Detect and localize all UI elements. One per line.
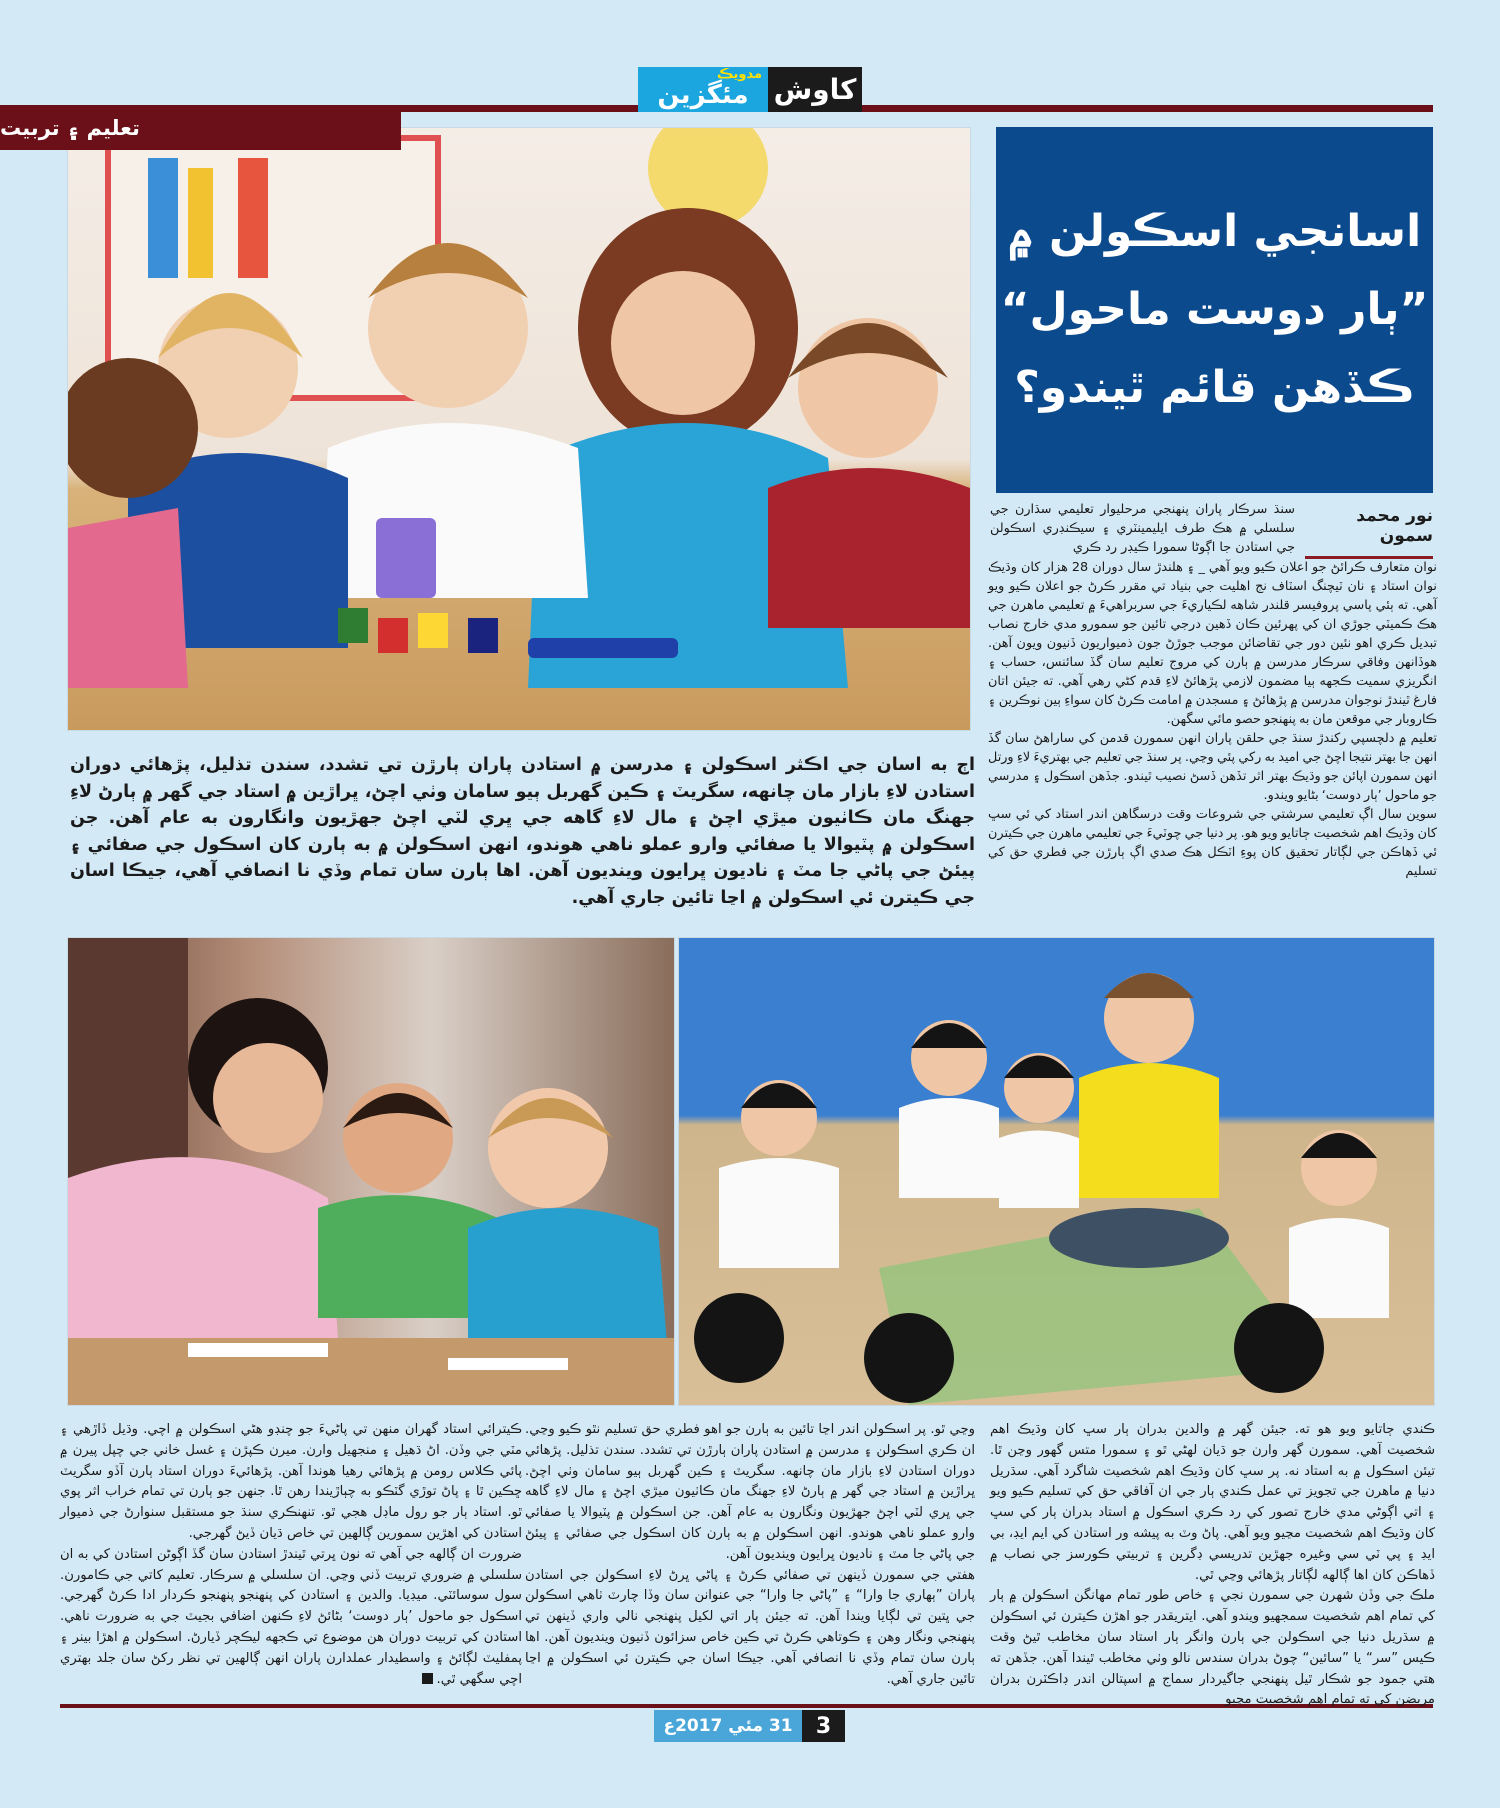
paragraph: وڃي ٿو. پر اسڪولن اندر اڃا تائين به ٻارن جو اهو فطري حق تسليم نٿو ڪيو وڃي. ان ڪري اسڪولن ۽ مدرسن ۾ استادن پاران ٻارڙن تي تشدد. سندن تذليل. پڙهائي دوران استادن لاءِ بازار مان چانهه. سگريٽ ۽ ڪين گهربل ٻيو سامان وٺي اچڻ. ڀراڙين ۾ استاد جي گهر ۾ ٻارڻ لاءِ جهنگ مان ڪاٺيون ميڙي اچڻ ۽ مال لاءِ گاهه جي ڀري لٽي اچڻ جهڙيون ونگارون به عام آهن. جن اسڪولن ۾ پٽيوالا يا صفائي وارو عملو ناهي هوندو. انهن اسڪولن ۾ به ٻارن کان اسڪول جي صفائي ۽ پيئڻ جي پاڻي جا مٽ ۽ ناديون ڀرايون وينديون آهن.	[525, 1422, 975, 1562]
article-intro: سنڌ سرڪار پاران پنهنجي مرحليوار تعليمي سڌارن جي سلسلي ۾ هڪ طرف ايليمينٽري ۽ سيڪنڊري اسڪولن جي استادن جا اڳوڻا سمورا ڪيڊر رد ڪري	[990, 502, 1295, 555]
paragraph: هفتي جي سمورن ڏينهن تي صفائي ڪرڻ ۽ پاڻي ڀرڻ لاءِ اسڪولن جي استادن پاران ”ٻهاري جا وارا“ ۽ ”پاڻي جا وارا“ جي عنوانن سان وڏا چارٽ ٺاهي اسڪولن جي ڀتين تي لڳايا ويندا آهن. ته جيئن ٻار اتي لکيل پنهنجي نالي واري ڏينهن تي پنهنجي ونگار وهن ۽ ڪوتاهي ڪرڻ تي ڪين خاص سزائون ڏنيون وينديون آهن. اها ٻارن سان تمام وڏي نا انصافي آهي. جيڪا اسان جي ڪيترن ئي اسڪولن ۾ اڃا تائين جاري آهي.	[525, 1567, 975, 1687]
photo-illustration	[68, 938, 674, 1405]
page-footer	[654, 1710, 845, 1742]
paragraph-text: ضرورت ان ڳالهه جي آهي ته نون ڀرتي ٿيندڙ استادن سان گڏ اڳوڻن استادن کي به ان سلسلي ۾ ضروري تربيت ڏني وڃي. ان سلسلي ۾ سرڪار. تعليم کاتي جي ڪامورن. سول سوسائٽي. ميڊيا. والدين ۽ استادن کي پنهنجو پنهنجو ڪردار ادا ڪرڻ گهرجي. اسڪول جو ماحول ’ٻار دوست‘ بڻائڻ لاءِ ڪنهن اضافي بجيٽ جي به ضرورت ناهي. استادن کي تربيت دوران هن موضوع تي ڪجهه ليڪچر ڏيارڻ. اسڪولن ۾ اهڙا بينر ۽ پمفليٽ لڳائڻ ۽ واسطيدار عملدارن پاران انهن ڳالهين تي نظر رکڻ سان جلد بهتري اچي سگهي ٿي.	[60, 1546, 522, 1687]
page-number: 3	[802, 1710, 845, 1742]
end-of-article-mark	[422, 1673, 433, 1684]
magazine-masthead	[638, 67, 862, 112]
photo-teacher-with-students-at-desk	[67, 937, 675, 1406]
masthead-sub: مدويڪ	[716, 67, 762, 82]
author-byline: نور محمد سمون	[1305, 506, 1433, 559]
paragraph: تعليم ۾ دلچسپي رکندڙ سنڌ جي حلقن پاران انهن سمورن قدمن کي ساراهڻ سان گڏ انهن جا بهتر نتيجا اچڻ جي اميد به رکي پئي وڃي. پر سنڌ جي تعليم جي بهتريءَ لاءِ ورتل انهن سمورن اپائن جو وڌيڪ بهتر اثر تڏهن ڏسڻ نصيب ٿيندو. جڏهن اسڪول ۽ مدرسي جو ماحول ’ٻار دوست‘ بڻايو ويندو.	[988, 731, 1437, 803]
photo-illustration	[68, 128, 970, 730]
headline-line-1: اسانجي اسڪولن ۾	[1007, 206, 1422, 257]
masthead-magazine	[638, 67, 768, 112]
pull-quote: اڄ به اسان جي اڪثر اسڪولن ۽ مدرسن ۾ استادن پاران ٻارڙن تي تشدد، سندن تذليل، پڙهائي دوران استادن لاءِ بازار مان چانهه، سگريٽ ۽ ڪين گهربل ٻيو سامان وٺي اچڻ، ڀراڙين ۾ استاد جي گهر ۾ ٻارڻ لاءِ جهنگ مان ڪاٺيون ميڙي اچڻ ۽ مال لاءِ گاهه جي ڀري لٽي اچڻ جهڙيون وانگارون به عام آهن. جن اسڪولن ۾ پٽيوالا يا صفائي وارو عملو ناهي هوندو، انهن اسڪولن ۾ به ٻارن کان اسڪول جي صفائي ۽ پيئڻ جي پاڻي جا مٽ ۽ ناديون ڀرايون وينديون آهن. اها ٻارن سان تمام وڏي نا انصافي آهي، جيڪا اسان جي ڪيترن ئي اسڪولن ۾ اڃا تائين جاري آهي.	[70, 755, 975, 908]
photo-teacher-painting-with-children	[67, 127, 971, 731]
issue-date: 31 مئي 2017ع	[654, 1710, 802, 1742]
paragraph: ڪندي ڄاتايو ويو هو ته. جيئن گهر ۾ والدين بدران ٻار سڀ کان وڌيڪ اهم شخصيت آهي. سمورن گهر وارن جو ڌيان لهڻي ٿو ۽ سمورا متس گهور وڃن ٿا. تيئن اسڪول ۾ به استاد نه. پر سڀ کان وڌيڪ اهم شخصيت شاگرد آهي. سڌريل دنيا ۾ ماهرن جي تجويز تي عمل ڪندي ٻار جي ان آفاقي حق کي تسليم ڪيو ويو ۽ اتي اڳوڻي مدي خارج تصور کي رد ڪري اسڪول ۾ استاد بدران ٻار کي سڀ کان وڌيڪ اهم شخصيت مڃيو ويو آهي. پاڻ وٽ به پيشه ور استادن کي ايم ايڊ، بي ايڊ ۽ پي ٽي سي وغيره جهڙين تدريسي ڊگرين ۽ تربيتي ڪورسز جي نصاب ۾ ڏهاڪن کان اها ڳالهه لڳاتار پڙهائي وڃي ٿي.	[990, 1422, 1435, 1583]
article-column-bottom-left	[60, 1420, 522, 1690]
headline-box	[996, 127, 1433, 493]
article-column-bottom-middle	[525, 1420, 975, 1690]
headline-line-3: ڪڏهن قائم ٿيندو؟	[1014, 362, 1415, 413]
headline-line-2: ”ٻار دوست ماحول“	[1000, 284, 1429, 335]
section-label: تعليم ۽ تربيت	[0, 105, 401, 150]
masthead-magazine-label: مئگزين	[657, 80, 749, 110]
masthead-name: كاوش	[768, 67, 862, 112]
paragraph: ملڪ جي وڏن شهرن جي سمورن نجي ۽ خاص طور تمام مهانگن اسڪولن ۾ ٻار کي تمام اهم شخصيت سمجهيو ويندو آهي. ايتريقدر جو اهڙن ڪيترن ئي اسڪولن ۾ سڌريل دنيا جي اسڪولن جي ٻارن وانگر ٻار استاد سان مخاطب ٿيڻ وقت ڪيس ”سر“ يا ”سائين“ چوڻ بدران سندس نالو وٺي مخاطب ٿيندا آهن. جڏهن ته هتي جمود جو شڪار ٿيل پنهنجي جاگيردار سماج ۾ اسپتالن اندر ڊاڪٽرن بدران مريضن کي ته تمام اهم شخصيت مڃيو	[990, 1588, 1435, 1708]
paragraph: سوين سال اڳ تعليمي سرشتي جي شروعات وقت درسگاهن اندر استاد کي ئي سڀ کان وڌيڪ اهم شخصيت ڄاتايو ويو هو. پر دنيا جي چوٽيءَ جي تعليمي ماهرن جي ڪيترن ئي ڏهاڪن جي لڳاتار تحقيق کان پوءِ اٽڪل هڪ صدي اڳ ٻارڙن جي فطري حق کي تسليم	[988, 807, 1437, 879]
paragraph: نوان متعارف ڪرائڻ جو اعلان ڪيو ويو آهي _ ۽ هلندڙ سال دوران 28 هزار کان وڌيڪ نوان استاد ۽ نان ٽيچنگ اسٽاف نج اهليت جي بنياد تي مقرر ڪرڻ جو اعلان ڪيو ويو آهي. ته ٻئي پاسي پروفيسر قلندر شاهه لڪياريءَ جي سربراهيءَ ۾ تعليمي ماهرن جي هڪ ڪميٽي جوڙي ان کي پهرئين ڪان ڏهين درجي تائين جو سمورو مدي خارج نصاب تبديل ڪري اهو نئين دور جي تقاضائن موجب جوڙڻ جون ذميواريون ڏنيون ويون آهن. هوڏانهن وفاقي سرڪار مدرسن ۾ ٻارن کي مروج تعليم سان گڏ سائنس، حساب ۽ انگريزي سميت ڪجهه ٻيا مضمون لازمي پڙهائڻ لاءِ قدم کڻي رهي آهي. ته جيئن اتان فارغ ٿيندڙ نوجوان مدرسن ۾ پڙهائڻ ۽ مسجدن ۾ امامت ڪرڻ کان سواءِ ٻين نوڪرين ۽ ڪاروبار جي موقعن مان به پنهنجو حصو مائي سگهن.	[988, 560, 1437, 727]
photo-teacher-high-five-with-children	[678, 937, 1435, 1406]
paragraph-last	[60, 1545, 522, 1691]
article-column-bottom-right	[990, 1420, 1435, 1711]
photo-illustration	[679, 938, 1434, 1405]
paragraph: ڪيترائي استاد گهران منهن تي پاڻيءَ جو چنڊو هڻي اسڪولن ۾ اچي. وڌيل ڏاڙهي ۽ مٽي جي وڏن. اڻ ڌهيل ۽ منجهيل وارن. ميرن ڪپڙن ۽ غسل خاني جي چپل پيرن ۾ پائي ڪلاس رومن ۾ پڙهائي رهيا هوندا آهن. پڙهائيءَ دوران استاد ٻارن آڏو سگريٽ ڇڪين ٿا ۽ پاڻ توڙي گٽڪو به چٻاڙيندا رهن ٿا. جنهن جو ٻارن تي تمام خراب اثر پوي ٿو. استاد ٻار جو رول ماڊل هجي ٿو. تنهنڪري سنڌ جو مستقبل سنوارڻ جي ذميوار استادن کي اهڙين سمورين ڳالهين تي خاص ڌيان ڏيڻ گهرجي.	[60, 1422, 522, 1541]
article-column-right	[988, 558, 1437, 881]
